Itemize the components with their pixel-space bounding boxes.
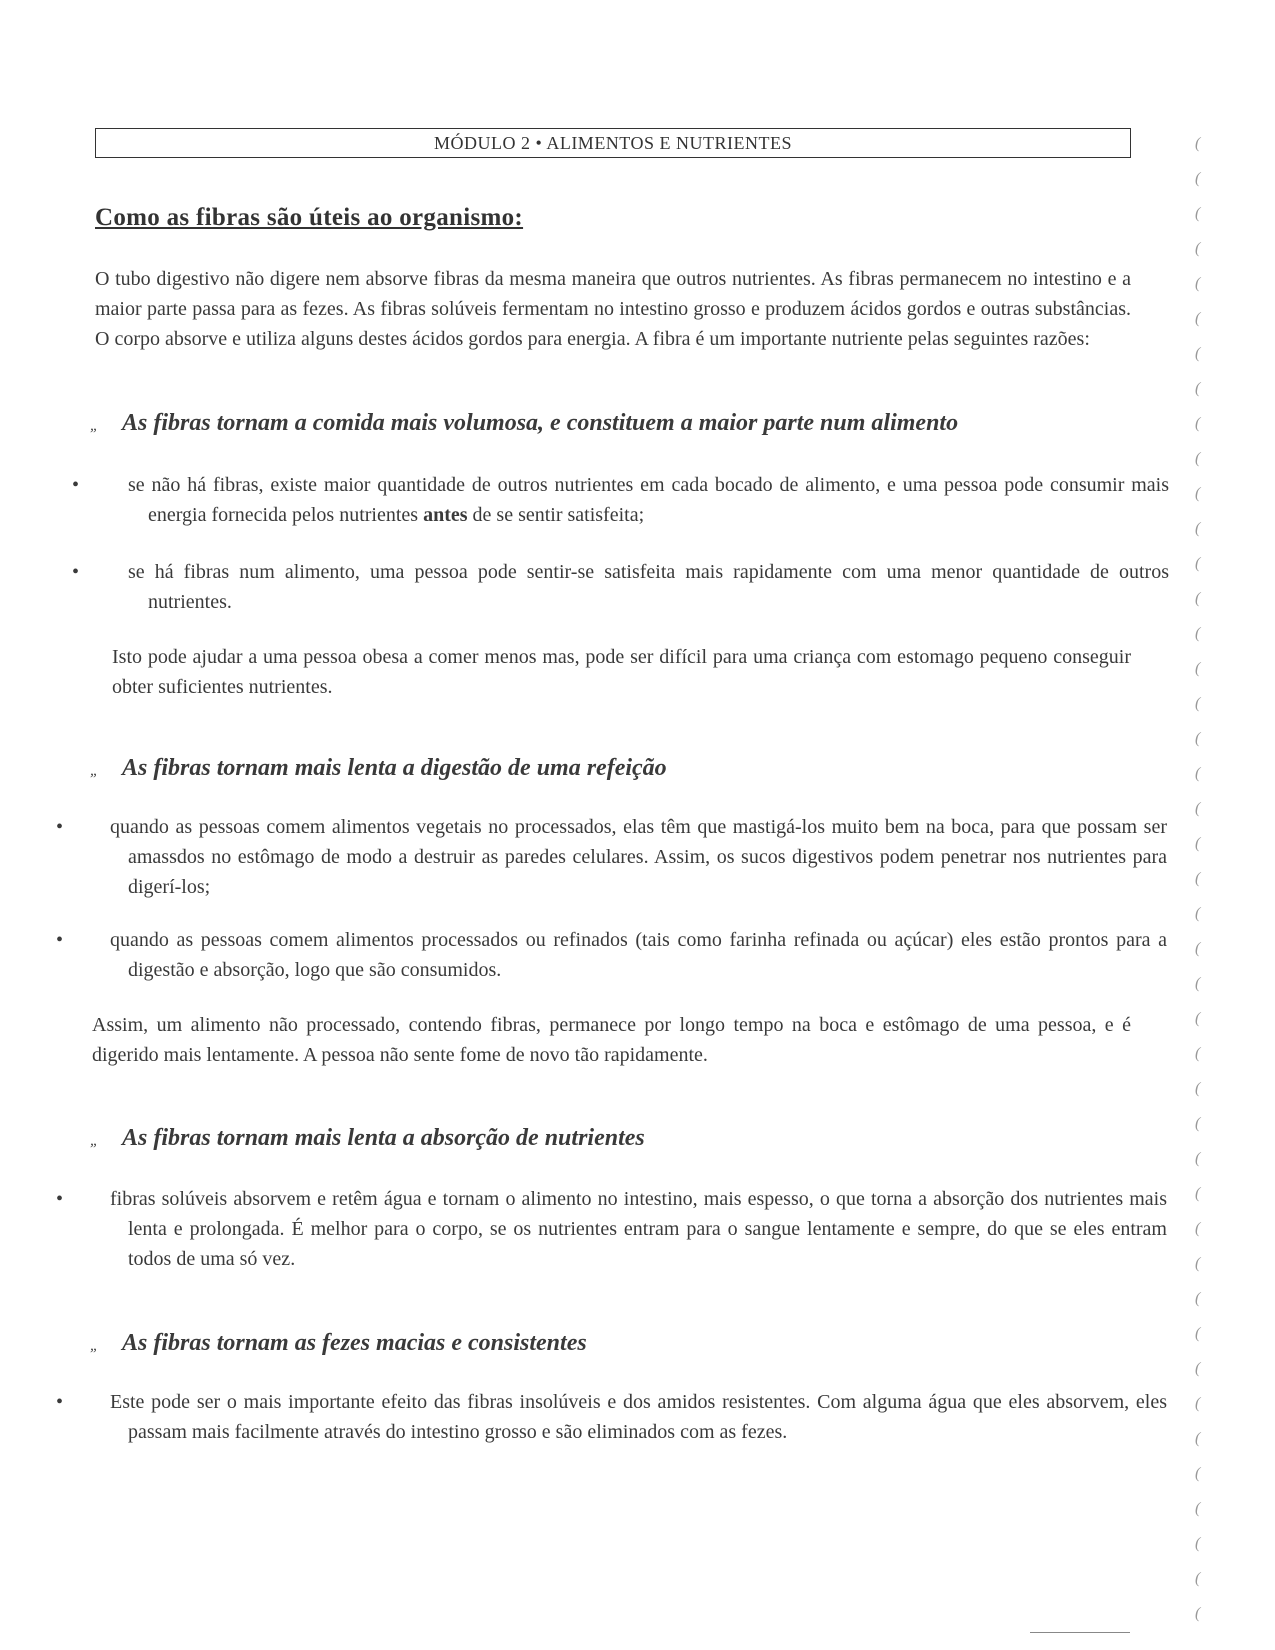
bullet-dot: • <box>56 1188 64 1210</box>
point-heading-absorption <box>90 1125 1135 1152</box>
document-page: MÓDULO 2 • ALIMENTOS E NUTRIENTES Como as fibras são úteis ao organismo: O tubo digestivo não digere nem absorve fibras da mesma maneira que outros nutrientes. As fibras permanecem no intestino e a maior parte passa para as fezes. As fibras solúveis fermentam no intestino grosso e produzem ácidos gordos e outras substâncias. O corpo absorve e utiliza alguns destes ácidos gordos para energia. A fibra é um importante nutriente pelas seguintes razões: „ As fibras tornam a comida mais volumosa, e constituem a maior parte num alimento • se não há fibras, existe maior quantidade de outros nutrientes em cada bocado de alimento, e uma pessoa pode consumir mais energia fornecida pelos nutrientes antes de se sentir satisfeita; • se há fibras num alimento, uma pessoa pode sentir-se satisfeita mais rapidamente com uma menor quantidade de outros nutrientes. Isto pode ajudar a uma pessoa obesa a comer menos mas, pode ser difícil para uma criança com estomago pequeno conseguir obter suficientes nutrientes. „ As fibras tornam mais lenta a digestão de uma refeição • quando as pessoas comem alimentos vegetais no processados, elas têm que mastigá-los muito bem na boca, para que possam ser amassdos no estômago de modo a destruir as paredes celulares. Assim, os sucos digestivos podem penetrar nos nutrientes para digerí-los; • quando as pessoas comem alimentos processados ou refinados (tais como farinha refinada ou açúcar) eles estão prontos para a digestão e absorção, logo que são consumidos. Assim, um alimento não processado, contendo fibras, permanece por longo tempo na boca e estômago de uma pessoa, e é digerido mais lentamente. A pessoa não sente fome de novo tão rapidamente. „ As fibras tornam mais lenta a absorção de nutrientes • fibras solúveis absorvem e retêm água e tornam o alimento no intestino, mais espesso, o que torna a absorção dos nutrientes mais lenta e prolongada. É melhor para o corpo, se os nutrientes entram para o sangue lentamente e sempre, do que se eles entram todos de uma só vez. „ As fibras tornam as fezes macias e consistentes • Este pode ser o mais importante efeito das fibras insolúveis e dos amidos resistentes. Com alguma água que eles absorvem, eles passam mais facilmente através do intestino grosso e são eliminados com as fezes. ( ( ( ( ( ( ( ( ( ( ( ( ( ( ( ( ( ( ( ( ( ( ( ( ( ( ( ( ( ( ( ( ( ( ( ( ( ( ( ( ( ( ( <box>0 0 1275 1650</box>
footer-rule <box>1030 1632 1130 1633</box>
bullet-text: se não há fibras, existe maior quantidade de outros nutrientes em cada bocado de alimento, e uma pessoa pode consumir mais energia fornecida pelos nutrientes <box>128 474 1169 526</box>
point-note: Assim, um alimento não processado, contendo fibras, permanece por longo tempo na boca e estômago de uma pessoa, e é digerido mais lentamente. A pessoa não sente fome de novo tão rapidamente. <box>92 1014 1131 1066</box>
bullet-text: Este pode ser o mais importante efeito das fibras insolúveis e dos amidos resistentes. Com alguma água que eles absorvem, eles passam mais facilmente através do intestino grosso e são eliminados com as fezes. <box>110 1391 1167 1443</box>
bullet-dot: • <box>72 561 80 583</box>
bullet-bold-text: antes <box>423 504 468 526</box>
section-title: Como as fibras são úteis ao organismo: <box>95 204 524 231</box>
quote-mark: „ <box>90 1338 99 1354</box>
point-heading-text: As fibras tornam mais lenta a absorção de nutrientes <box>122 1125 645 1151</box>
bullet-item <box>56 1184 1167 1274</box>
point-note: Isto pode ajudar a uma pessoa obesa a comer menos mas, pode ser difícil para uma criança com estomago pequeno conseguir obter suficientes nutrientes. <box>112 646 1131 698</box>
bullet-text: fibras solúveis absorvem e retêm água e tornam o alimento no intestino, mais espesso, o que torna a absorção dos nutrientes mais lenta e prolongada. É melhor para o corpo, se os nutrientes entram para o sangue lentamente e sempre, do que se eles entram todos de uma só vez. <box>110 1188 1167 1270</box>
bullet-dot: • <box>56 929 64 951</box>
point-heading-text: As fibras tornam a comida mais volumosa, e constituem a maior parte num alimento <box>122 410 959 436</box>
bullet-item <box>72 557 1169 617</box>
bullet-dot: • <box>56 816 64 838</box>
bullet-text: se há fibras num alimento, uma pessoa pode sentir-se satisfeita mais rapidamente com uma menor quantidade de outros nutrientes. <box>128 561 1169 613</box>
bullet-text: quando as pessoas comem alimentos processados ou refinados (tais como farinha refinada ou açúcar) eles estão prontos para a digestão e absorção, logo que são consumidos. <box>110 929 1167 981</box>
bullet-item <box>56 925 1167 985</box>
intro-paragraph: O tubo digestivo não digere nem absorve fibras da mesma maneira que outros nutrientes. As fibras permanecem no intestino e a maior parte passa para as fezes. As fibras solúveis fermentam no intestino grosso e produzem ácidos gordos e outras substâncias. O corpo absorve e utiliza alguns destes ácidos gordos para energia. A fibra é um importante nutriente pelas seguintes razões: <box>95 268 1131 350</box>
point-heading-text: As fibras tornam mais lenta a digestão de uma refeição <box>122 755 667 781</box>
bullet-text: de se sentir satisfeita; <box>467 504 645 526</box>
quote-mark: „ <box>90 418 99 434</box>
point-heading-digestion <box>90 755 1135 782</box>
point-heading-volume <box>90 410 1135 437</box>
bullet-item <box>56 1387 1167 1447</box>
quote-mark: „ <box>90 763 99 779</box>
bullet-dot: • <box>72 474 80 496</box>
bullet-dot: • <box>56 1391 64 1413</box>
bullet-item <box>56 812 1167 902</box>
point-heading-stool <box>90 1330 1135 1357</box>
point-heading-text: As fibras tornam as fezes macias e consistentes <box>122 1330 587 1356</box>
quote-mark: „ <box>90 1133 99 1149</box>
module-header: MÓDULO 2 • ALIMENTOS E NUTRIENTES <box>95 128 1131 158</box>
bullet-item <box>72 470 1169 530</box>
bullet-text: quando as pessoas comem alimentos vegetais no processados, elas têm que mastigá-los muito bem na boca, para que possam ser amassdos no estômago de modo a destruir as paredes celulares. Assim, os sucos digestivos podem penetrar nos nutrientes para digerí-los; <box>110 816 1167 898</box>
